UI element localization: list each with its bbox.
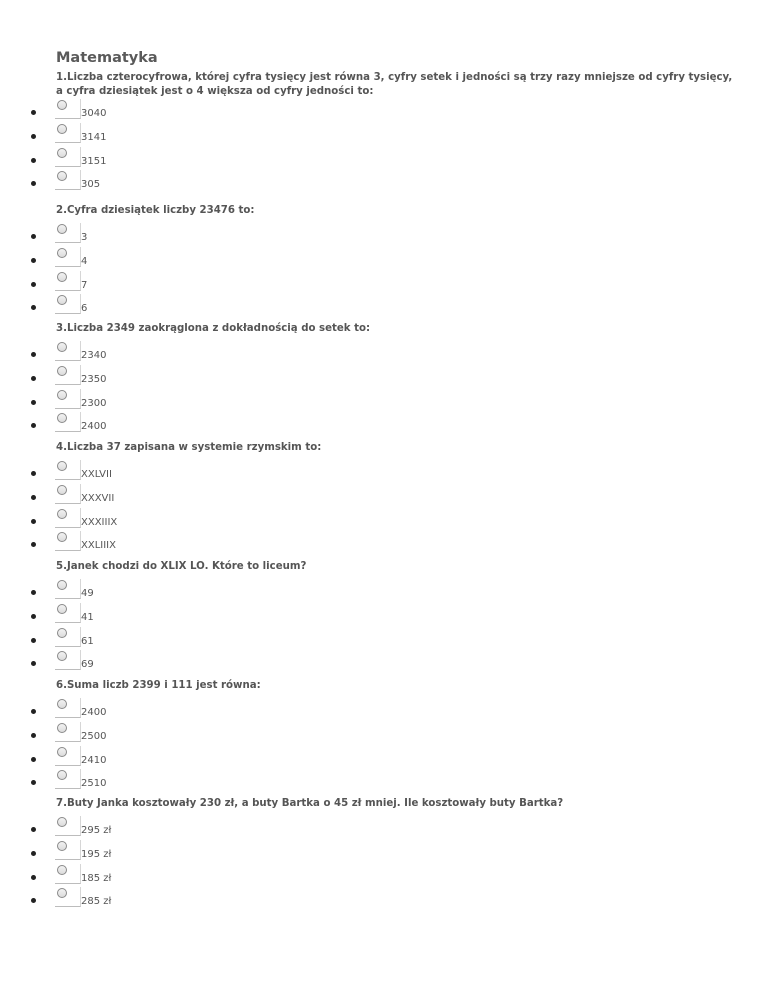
radio-button[interactable] — [57, 390, 67, 400]
radio-button[interactable] — [57, 272, 67, 282]
radio-cell — [55, 627, 81, 647]
list-bullet-icon — [31, 110, 36, 115]
answer-option[interactable] — [0, 864, 300, 886]
answer-option[interactable] — [0, 365, 300, 387]
option-label: 69 — [81, 659, 94, 671]
page-title: Matematyka — [56, 50, 158, 66]
option-label: 6 — [81, 303, 88, 315]
option-label: 49 — [81, 588, 94, 599]
answer-option[interactable] — [0, 460, 300, 482]
radio-cell — [55, 769, 81, 789]
option-label: 295 zł — [81, 825, 112, 836]
answer-option[interactable] — [0, 531, 300, 553]
radio-button[interactable] — [57, 248, 67, 258]
radio-cell — [55, 247, 81, 267]
question-text: 1.Liczba czterocyfrowa, której cyfra tysięcy jest równa 3, cyfry setek i jedności są trzy razy mniejsze od cyfry tysięcy, a cyfra dziesiątek jest o 4 większa od cyfry jedności to: — [56, 72, 733, 97]
radio-cell — [55, 816, 81, 836]
option-label: 285 zł — [81, 896, 112, 908]
list-bullet-icon — [31, 423, 36, 428]
radio-button[interactable] — [57, 628, 67, 638]
list-bullet-icon — [31, 875, 36, 880]
option-label: 7 — [81, 279, 88, 291]
radio-button[interactable] — [57, 604, 67, 614]
radio-cell — [55, 603, 81, 623]
radio-cell — [55, 147, 81, 167]
radio-button[interactable] — [57, 865, 67, 875]
radio-button[interactable] — [57, 723, 67, 733]
answer-option[interactable] — [0, 746, 300, 768]
answer-option[interactable] — [0, 99, 300, 121]
answer-option[interactable] — [0, 484, 300, 506]
radio-button[interactable] — [57, 342, 67, 352]
option-label: 4 — [81, 255, 88, 267]
radio-button[interactable] — [57, 651, 67, 661]
answer-option[interactable] — [0, 840, 300, 862]
answer-option[interactable] — [0, 389, 300, 411]
list-bullet-icon — [31, 851, 36, 856]
option-label: 2400 — [81, 421, 107, 433]
option-label: 2410 — [81, 754, 107, 766]
list-bullet-icon — [31, 234, 36, 239]
answer-option[interactable] — [0, 579, 300, 601]
option-label: 2300 — [81, 397, 107, 409]
list-bullet-icon — [31, 282, 36, 287]
radio-button[interactable] — [57, 413, 67, 423]
option-label: 41 — [81, 611, 94, 623]
radio-button[interactable] — [57, 461, 67, 471]
list-bullet-icon — [31, 709, 36, 714]
option-label: 2500 — [81, 730, 107, 742]
radio-button[interactable] — [57, 100, 67, 110]
answer-option[interactable] — [0, 247, 300, 269]
answer-option[interactable] — [0, 627, 300, 649]
option-label: 3141 — [81, 131, 107, 143]
option-label: XXLIIIX — [81, 540, 116, 552]
radio-cell — [55, 223, 81, 243]
radio-cell — [55, 579, 81, 599]
list-bullet-icon — [31, 181, 36, 186]
option-label: 3040 — [81, 108, 107, 119]
radio-button[interactable] — [57, 148, 67, 158]
answer-option[interactable] — [0, 123, 300, 145]
option-label: XXLVII — [81, 469, 112, 480]
list-bullet-icon — [31, 898, 36, 903]
answer-option[interactable] — [0, 887, 300, 909]
question-text: 5.Janek chodzi do XLIX LO. Które to liceum? — [56, 561, 307, 572]
option-label: 185 zł — [81, 872, 112, 884]
answer-option[interactable] — [0, 412, 300, 434]
radio-cell — [55, 460, 81, 480]
answer-option[interactable] — [0, 816, 300, 838]
list-bullet-icon — [31, 158, 36, 163]
list-bullet-icon — [31, 471, 36, 476]
list-bullet-icon — [31, 495, 36, 500]
answer-option[interactable] — [0, 698, 300, 720]
option-label: 195 zł — [81, 848, 112, 860]
radio-cell — [55, 531, 81, 551]
radio-cell — [55, 746, 81, 766]
answer-option[interactable] — [0, 603, 300, 625]
question-text: 2.Cyfra dziesiątek liczby 23476 to: — [56, 205, 255, 216]
radio-button[interactable] — [57, 888, 67, 898]
option-label: 2400 — [81, 707, 107, 718]
radio-button[interactable] — [57, 532, 67, 542]
radio-button[interactable] — [57, 747, 67, 757]
radio-cell — [55, 840, 81, 860]
radio-cell — [55, 271, 81, 291]
answer-option[interactable] — [0, 271, 300, 293]
list-bullet-icon — [31, 614, 36, 619]
radio-button[interactable] — [57, 295, 67, 305]
radio-button[interactable] — [57, 171, 67, 181]
option-label: 2340 — [81, 350, 107, 361]
option-label: 3 — [81, 232, 88, 243]
answer-option[interactable] — [0, 147, 300, 169]
radio-cell — [55, 123, 81, 143]
radio-cell — [55, 722, 81, 742]
answer-option[interactable] — [0, 223, 300, 245]
radio-button[interactable] — [57, 817, 67, 827]
radio-cell — [55, 99, 81, 119]
radio-cell — [55, 484, 81, 504]
option-label: XXXIIIX — [81, 516, 118, 528]
radio-cell — [55, 389, 81, 409]
list-bullet-icon — [31, 638, 36, 643]
option-label: XXXVII — [81, 492, 115, 504]
answer-option[interactable] — [0, 722, 300, 744]
radio-cell — [55, 887, 81, 907]
list-bullet-icon — [31, 590, 36, 595]
radio-cell — [55, 698, 81, 718]
radio-button[interactable] — [57, 366, 67, 376]
list-bullet-icon — [31, 400, 36, 405]
list-bullet-icon — [31, 352, 36, 357]
radio-button[interactable] — [57, 224, 67, 234]
option-label: 61 — [81, 635, 94, 647]
option-label: 305 — [81, 179, 101, 191]
radio-button[interactable] — [57, 699, 67, 709]
list-bullet-icon — [31, 305, 36, 310]
radio-button[interactable] — [57, 841, 67, 851]
radio-cell — [55, 341, 81, 361]
answer-option[interactable] — [0, 170, 300, 192]
answer-option[interactable] — [0, 650, 300, 672]
radio-button[interactable] — [57, 770, 67, 780]
question-text: 3.Liczba 2349 zaokrąglona z dokładnością do setek to: — [56, 323, 371, 334]
list-bullet-icon — [31, 827, 36, 832]
radio-cell — [55, 650, 81, 670]
list-bullet-icon — [31, 661, 36, 666]
question-text: 6.Suma liczb 2399 i 111 jest równa: — [56, 680, 261, 691]
answer-option[interactable] — [0, 294, 300, 316]
answer-option[interactable] — [0, 508, 300, 530]
radio-button[interactable] — [57, 509, 67, 519]
question-text: 4.Liczba 37 zapisana w systemie rzymskim to: — [56, 442, 322, 453]
radio-button[interactable] — [57, 485, 67, 495]
list-bullet-icon — [31, 519, 36, 524]
list-bullet-icon — [31, 542, 36, 547]
list-bullet-icon — [31, 376, 36, 381]
radio-cell — [55, 365, 81, 385]
radio-cell — [55, 412, 81, 432]
radio-button[interactable] — [57, 124, 67, 134]
list-bullet-icon — [31, 134, 36, 139]
radio-cell — [55, 508, 81, 528]
option-label: 2350 — [81, 373, 107, 385]
radio-cell — [55, 864, 81, 884]
answer-option[interactable] — [0, 341, 300, 363]
radio-cell — [55, 170, 81, 190]
radio-button[interactable] — [57, 580, 67, 590]
list-bullet-icon — [31, 733, 36, 738]
option-label: 2510 — [81, 778, 107, 790]
question-text: 7.Buty Janka kosztowały 230 zł, a buty Bartka o 45 zł mniej. Ile kosztowały buty Bartka? — [56, 798, 564, 809]
option-label: 3151 — [81, 155, 107, 167]
answer-option[interactable] — [0, 769, 300, 791]
radio-cell — [55, 294, 81, 314]
list-bullet-icon — [31, 258, 36, 263]
list-bullet-icon — [31, 757, 36, 762]
list-bullet-icon — [31, 780, 36, 785]
